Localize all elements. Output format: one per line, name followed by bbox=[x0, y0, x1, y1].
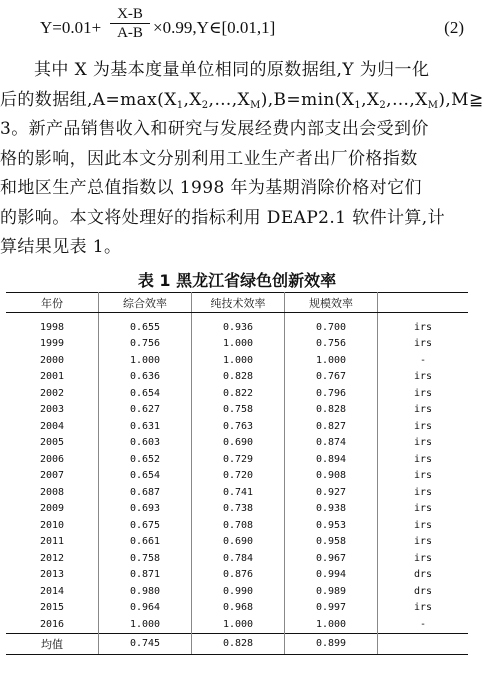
footer-mean-overall: 0.745 bbox=[99, 633, 192, 654]
overall-efficiency-cell: 0.661 bbox=[99, 534, 192, 551]
pure-technical-efficiency-cell: 0.690 bbox=[192, 534, 285, 551]
header-pure-technical-efficiency: 纯技术效率 bbox=[192, 293, 285, 313]
equation-2 bbox=[40, 4, 464, 50]
pure-technical-efficiency-cell: 1.000 bbox=[192, 616, 285, 633]
overall-efficiency-cell: 0.652 bbox=[99, 451, 192, 468]
table-row bbox=[6, 402, 468, 419]
year-cell: 1999 bbox=[6, 336, 99, 353]
overall-efficiency-cell: 0.756 bbox=[99, 336, 192, 353]
scale-efficiency-cell: 0.827 bbox=[285, 418, 378, 435]
header-year: 年份 bbox=[6, 293, 99, 313]
year-cell: 2002 bbox=[6, 385, 99, 402]
table-row bbox=[6, 435, 468, 452]
year-cell: 2003 bbox=[6, 402, 99, 419]
year-cell: 2001 bbox=[6, 369, 99, 386]
pure-technical-efficiency-cell: 0.828 bbox=[192, 369, 285, 386]
paragraph-line bbox=[0, 86, 484, 116]
year-cell: 2004 bbox=[6, 418, 99, 435]
year-cell: 2013 bbox=[6, 567, 99, 584]
table-row bbox=[6, 517, 468, 534]
fraction-numerator: X-B bbox=[110, 5, 150, 24]
pure-technical-efficiency-cell: 1.000 bbox=[192, 352, 285, 369]
scale-efficiency-cell: 0.967 bbox=[285, 550, 378, 567]
returns-to-scale-cell: irs bbox=[413, 470, 433, 482]
scale-efficiency-cell: 0.997 bbox=[285, 600, 378, 617]
returns-to-scale-cell: irs bbox=[413, 519, 433, 531]
returns-to-scale-cell: irs bbox=[413, 552, 433, 564]
year-cell: 2005 bbox=[6, 435, 99, 452]
year-cell: 1998 bbox=[6, 313, 99, 336]
pure-technical-efficiency-cell: 0.990 bbox=[192, 583, 285, 600]
returns-to-scale-cell: irs bbox=[413, 486, 433, 498]
table-row bbox=[6, 484, 468, 501]
table-caption: 表 1 黑龙江省绿色创新效率 bbox=[137, 271, 337, 290]
pure-technical-efficiency-cell: 0.968 bbox=[192, 600, 285, 617]
scale-efficiency-cell: 1.000 bbox=[285, 352, 378, 369]
overall-efficiency-cell: 1.000 bbox=[99, 352, 192, 369]
scale-efficiency-cell: 0.756 bbox=[285, 336, 378, 353]
scale-efficiency-cell: 0.994 bbox=[285, 567, 378, 584]
scale-efficiency-cell: 0.938 bbox=[285, 501, 378, 518]
overall-efficiency-cell: 0.631 bbox=[99, 418, 192, 435]
scale-efficiency-cell: 1.000 bbox=[285, 616, 378, 633]
table-header-row bbox=[6, 293, 468, 313]
overall-efficiency-cell: 0.964 bbox=[99, 600, 192, 617]
equation-number: (2) bbox=[444, 18, 464, 37]
equation-lhs: Y=0.01+ bbox=[40, 18, 102, 37]
pure-technical-efficiency-cell: 0.936 bbox=[192, 313, 285, 336]
scale-efficiency-cell: 0.927 bbox=[285, 484, 378, 501]
table-row bbox=[6, 451, 468, 468]
overall-efficiency-cell: 0.654 bbox=[99, 468, 192, 485]
overall-efficiency-cell: 0.687 bbox=[99, 484, 192, 501]
scale-efficiency-cell: 0.874 bbox=[285, 435, 378, 452]
overall-efficiency-cell: 0.675 bbox=[99, 517, 192, 534]
equation-fraction bbox=[110, 5, 150, 42]
returns-to-scale-cell: drs bbox=[413, 569, 433, 581]
overall-efficiency-cell: 0.693 bbox=[99, 501, 192, 518]
table-body bbox=[6, 313, 468, 634]
year-cell: 2007 bbox=[6, 468, 99, 485]
year-cell: 2009 bbox=[6, 501, 99, 518]
table-footer-row bbox=[6, 633, 468, 654]
year-cell: 2008 bbox=[6, 484, 99, 501]
table-row bbox=[6, 550, 468, 567]
returns-to-scale-cell: drs bbox=[413, 585, 433, 597]
overall-efficiency-cell: 0.627 bbox=[99, 402, 192, 419]
table-row bbox=[6, 369, 468, 386]
table-row bbox=[6, 336, 468, 353]
overall-efficiency-cell: 0.603 bbox=[99, 435, 192, 452]
paragraph-line: 的影响。本文将处理好的指标利用 DEAP2.1 软件计算,计 bbox=[0, 207, 446, 228]
table-row bbox=[6, 534, 468, 551]
pure-technical-efficiency-cell: 0.738 bbox=[192, 501, 285, 518]
table-row bbox=[6, 583, 468, 600]
pure-technical-efficiency-cell: 0.763 bbox=[192, 418, 285, 435]
table-row bbox=[6, 418, 468, 435]
year-cell: 2011 bbox=[6, 534, 99, 551]
text-run: ),B=min(X bbox=[260, 89, 355, 110]
text-run: ,…,X bbox=[208, 89, 251, 110]
overall-efficiency-cell: 0.636 bbox=[99, 369, 192, 386]
overall-efficiency-cell: 0.655 bbox=[99, 313, 192, 336]
table-row bbox=[6, 600, 468, 617]
scale-efficiency-cell: 0.894 bbox=[285, 451, 378, 468]
paragraph-line: 其中 X 为基本度量单位相同的原数据组,Y 为归一化 bbox=[34, 60, 430, 80]
overall-efficiency-cell: 1.000 bbox=[99, 616, 192, 633]
body-paragraph bbox=[0, 56, 484, 263]
table-row bbox=[6, 567, 468, 584]
table-row bbox=[6, 468, 468, 485]
overall-efficiency-cell: 0.654 bbox=[99, 385, 192, 402]
fraction-denominator: A-B bbox=[117, 25, 143, 41]
returns-to-scale-cell: - bbox=[419, 354, 427, 366]
overall-efficiency-cell: 0.758 bbox=[99, 550, 192, 567]
year-cell: 2012 bbox=[6, 550, 99, 567]
footer-empty bbox=[378, 633, 469, 654]
footer-mean-pure-technical: 0.828 bbox=[192, 633, 285, 654]
scale-efficiency-cell: 0.796 bbox=[285, 385, 378, 402]
pure-technical-efficiency-cell: 0.729 bbox=[192, 451, 285, 468]
paragraph-line: 和地区生产总值指数以 1998 年为基期消除价格对它们 bbox=[0, 178, 422, 198]
returns-to-scale-cell: irs bbox=[413, 602, 433, 614]
returns-to-scale-cell: irs bbox=[413, 503, 433, 515]
footer-mean-scale: 0.899 bbox=[285, 633, 378, 654]
subscript: 1 bbox=[176, 99, 184, 111]
scale-efficiency-cell: 0.700 bbox=[285, 313, 378, 336]
table-row bbox=[6, 501, 468, 518]
subscript: 2 bbox=[379, 99, 387, 111]
returns-to-scale-cell: irs bbox=[413, 453, 433, 465]
text-run: ),M≧ bbox=[438, 89, 484, 110]
pure-technical-efficiency-cell: 0.708 bbox=[192, 517, 285, 534]
overall-efficiency-cell: 0.980 bbox=[99, 583, 192, 600]
subscript: M bbox=[250, 99, 261, 111]
text-run: ,X bbox=[361, 89, 380, 110]
scale-efficiency-cell: 0.953 bbox=[285, 517, 378, 534]
returns-to-scale-cell: irs bbox=[413, 536, 433, 548]
pure-technical-efficiency-cell: 0.741 bbox=[192, 484, 285, 501]
text-run: ,X bbox=[183, 89, 202, 110]
returns-to-scale-cell: irs bbox=[413, 404, 433, 416]
text-run: ,…,X bbox=[386, 89, 428, 110]
returns-to-scale-cell: irs bbox=[413, 387, 433, 399]
returns-to-scale-cell: irs bbox=[413, 371, 433, 383]
year-cell: 2015 bbox=[6, 600, 99, 617]
pure-technical-efficiency-cell: 0.758 bbox=[192, 402, 285, 419]
returns-to-scale-cell: - bbox=[419, 618, 427, 630]
year-cell: 2016 bbox=[6, 616, 99, 633]
pure-technical-efficiency-cell: 1.000 bbox=[192, 336, 285, 353]
efficiency-table bbox=[6, 292, 468, 655]
table-row bbox=[6, 385, 468, 402]
subscript: M bbox=[427, 99, 439, 111]
table-row bbox=[6, 616, 468, 633]
overall-efficiency-cell: 0.871 bbox=[99, 567, 192, 584]
returns-to-scale-cell: irs bbox=[413, 338, 433, 350]
footer-label: 均值 bbox=[6, 633, 99, 654]
header-returns-to-scale bbox=[378, 293, 469, 313]
year-cell: 2014 bbox=[6, 583, 99, 600]
paragraph-line: 3。新产品销售收入和研究与发展经费内部支出会受到价 bbox=[0, 119, 429, 139]
year-cell: 2000 bbox=[6, 352, 99, 369]
subscript: 2 bbox=[201, 99, 209, 111]
year-cell: 2006 bbox=[6, 451, 99, 468]
pure-technical-efficiency-cell: 0.822 bbox=[192, 385, 285, 402]
pure-technical-efficiency-cell: 0.720 bbox=[192, 468, 285, 485]
scale-efficiency-cell: 0.908 bbox=[285, 468, 378, 485]
scale-efficiency-cell: 0.767 bbox=[285, 369, 378, 386]
equation-rhs: ×0.99,Y∈[0.01,1] bbox=[153, 18, 276, 37]
scale-efficiency-cell: 0.828 bbox=[285, 402, 378, 419]
header-scale-efficiency: 规模效率 bbox=[285, 293, 378, 313]
returns-to-scale-cell: irs bbox=[413, 321, 433, 333]
pure-technical-efficiency-cell: 0.876 bbox=[192, 567, 285, 584]
subscript: 1 bbox=[354, 99, 362, 111]
scale-efficiency-cell: 0.958 bbox=[285, 534, 378, 551]
returns-to-scale-cell: irs bbox=[413, 437, 433, 449]
year-cell: 2010 bbox=[6, 517, 99, 534]
scale-efficiency-cell: 0.989 bbox=[285, 583, 378, 600]
header-overall-efficiency: 综合效率 bbox=[99, 293, 192, 313]
pure-technical-efficiency-cell: 0.690 bbox=[192, 435, 285, 452]
paragraph-line: 格的影响，因此本文分别利用工业生产者出厂价格指数 bbox=[0, 148, 418, 169]
table-row bbox=[6, 313, 468, 336]
pure-technical-efficiency-cell: 0.784 bbox=[192, 550, 285, 567]
paragraph-line: 算结果见表 1。 bbox=[0, 237, 122, 257]
table-row bbox=[6, 352, 468, 369]
returns-to-scale-cell: irs bbox=[413, 420, 433, 432]
text-run: 后的数据组,A=max(X bbox=[0, 89, 177, 110]
